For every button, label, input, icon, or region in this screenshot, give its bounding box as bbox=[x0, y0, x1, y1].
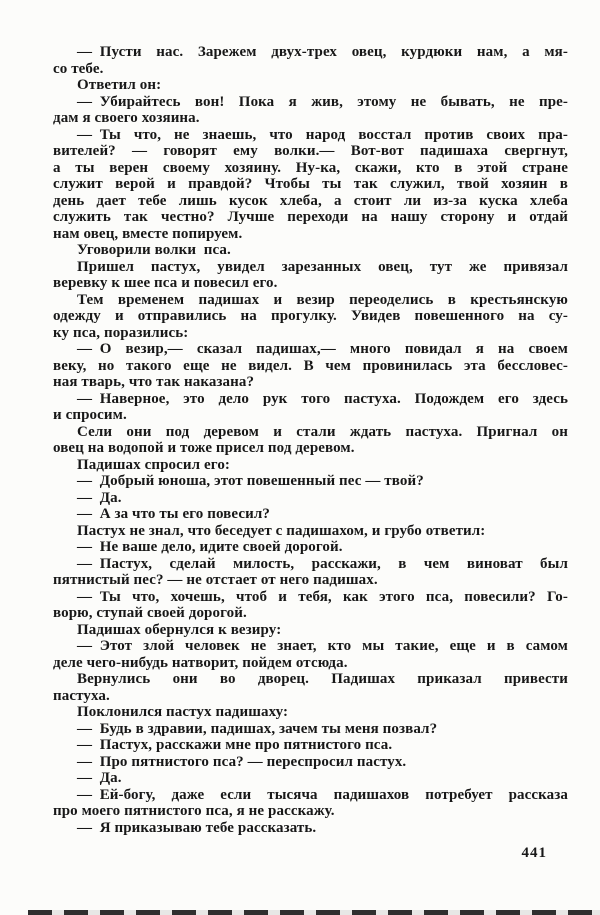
text-line: Вернулись они во дворец. Падишах приказал привести bbox=[77, 671, 568, 687]
text-line: служить так честно? Лучше переходи на нашу сторону и отдай bbox=[53, 209, 568, 225]
text-line: вителей? — говорят ему волки.— Вот-вот падишаха свергнут, bbox=[53, 143, 568, 159]
text-line: служит верой и правдой? Чтобы ты так служил, твой хозяин в bbox=[53, 176, 568, 192]
scan-artifact-bottom-edge bbox=[28, 910, 600, 915]
text-line: — А за что ты его повесил? bbox=[77, 506, 270, 522]
text-line: — Я приказываю тебе рассказать. bbox=[77, 819, 317, 836]
text-line: — Наверное, это дело рук того пастуха. Подождем его здесь bbox=[77, 390, 568, 407]
text-line: пастуха. bbox=[53, 687, 110, 704]
text-line: и спросим. bbox=[53, 407, 127, 423]
text-line: — Пусти нас. Зарежем двух-трех овец, курдюки нам, а мя- bbox=[77, 44, 568, 60]
text-line: — Пастух, расскажи мне про пятнистого пса. bbox=[77, 737, 393, 753]
text-line: а ты верен своему хозяину. Ну-ка, скажи, кто в этой стране bbox=[53, 159, 568, 176]
text-block bbox=[53, 44, 568, 836]
text-line: дам я своего хозяина. bbox=[53, 110, 200, 126]
text-line: — Ты что, хочешь, чтоб и тебя, как этого пса, повесили? Го- bbox=[77, 588, 568, 605]
text-line: нам овец, вместе попируем. bbox=[53, 225, 243, 242]
text-line: день дает тебе лишь кусок хлеба, а стоит ли из-за куска хлеба bbox=[53, 192, 568, 209]
text-line: Уговорили волки пса. bbox=[77, 242, 231, 258]
text-line: веку, но такого еще не видел. В чем провинилась эта бессловес- bbox=[53, 357, 568, 374]
text-line: — Не ваше дело, идите своей дорогой. bbox=[77, 539, 343, 555]
text-line: Тем временем падишах и везир переоделись в крестьянскую bbox=[77, 291, 568, 308]
text-line: Ответил он: bbox=[77, 77, 162, 93]
text-line: Пришел пастух, увидел зарезанных овец, тут же привязал bbox=[77, 258, 568, 275]
text-line: ная тварь, что так наказана? bbox=[53, 374, 255, 390]
text-line: овец на водопой и тоже присел под деревом. bbox=[53, 440, 355, 456]
text-line: — Да. bbox=[77, 770, 122, 786]
text-line: Сели они под деревом и стали ждать пастуха. Пригнал он bbox=[77, 423, 568, 440]
text-line: — Ей-богу, даже если тысяча падишахов потребует рассказа bbox=[77, 786, 568, 803]
text-line: — Да. bbox=[77, 489, 122, 506]
text-line: — Пастух, сделай милость, расскажи, в чем виноват был bbox=[77, 555, 568, 572]
text-line: — Ты что, не знаешь, что народ восстал против своих пра- bbox=[77, 126, 568, 143]
text-line: про моего пятнистого пса, я не расскажу. bbox=[53, 803, 335, 819]
text-line: Падишах обернулся к везиру: bbox=[77, 621, 282, 638]
text-line: — О везир,— сказал падишах,— много повидал я на своем bbox=[77, 341, 568, 357]
text-line: — Убирайтесь вон! Пока я жив, этому не бывать, не пре- bbox=[77, 93, 568, 110]
text-line: — Про пятнистого пса? — переспросил пастух. bbox=[77, 753, 407, 770]
text-line: пятнистый пес? — не отстает от него падишах. bbox=[53, 572, 378, 588]
text-line: ворю, ступай своей дорогой. bbox=[53, 605, 247, 621]
text-line: ку пса, поразились: bbox=[53, 324, 189, 341]
text-line: — Будь в здравии, падишах, зачем ты меня позвал? bbox=[77, 720, 438, 737]
text-line: — Добрый юноша, этот повешенный пес — твой? bbox=[77, 473, 424, 489]
page-number: 441 bbox=[521, 845, 547, 861]
text-line: Пастух не знал, что беседует с падишахом, и грубо ответил: bbox=[77, 522, 486, 539]
text-line: Поклонился пастух падишаху: bbox=[77, 704, 289, 720]
text-line: одежду и отправились на прогулку. Увидев повешенного на су- bbox=[53, 308, 568, 324]
text-line: деле чего-нибудь натворит, пойдем отсюда. bbox=[53, 654, 348, 671]
text-line: со тебе. bbox=[53, 60, 104, 77]
text-line: Падишах спросил его: bbox=[77, 456, 231, 473]
text-line: — Этот злой человек не знает, кто мы такие, еще и в самом bbox=[77, 638, 568, 654]
text-line: веревку к шее пса и повесил его. bbox=[53, 275, 278, 291]
